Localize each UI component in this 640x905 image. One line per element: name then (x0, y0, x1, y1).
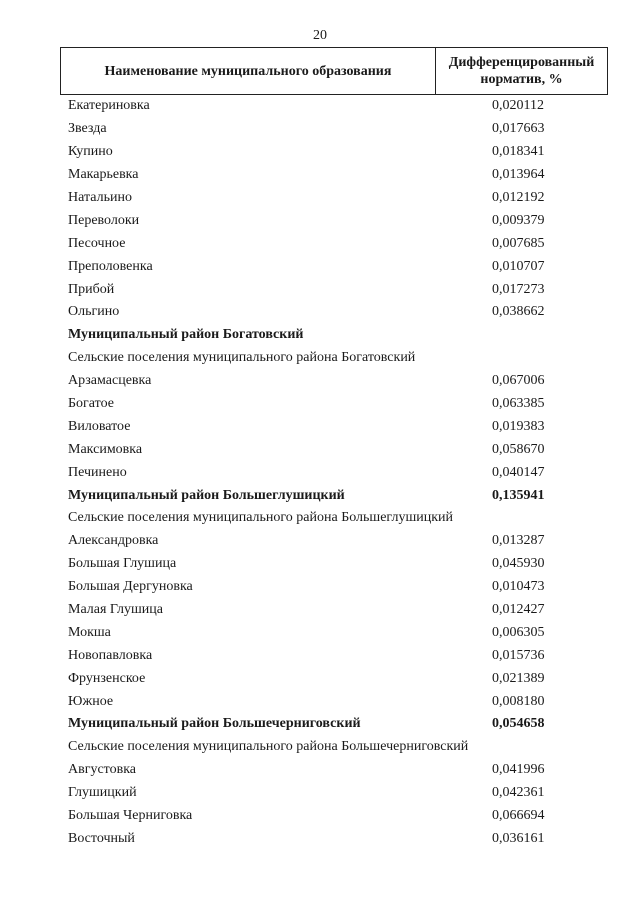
row-name: Новопавловка (68, 647, 153, 663)
row-name: Екатериновка (68, 98, 150, 114)
table-row (60, 232, 608, 255)
row-name: Муниципальный район Большеглушицкий (68, 487, 345, 503)
table-row (60, 209, 608, 232)
row-value: 0,038662 (492, 304, 545, 320)
table-row (60, 164, 608, 187)
row-name: Большая Черниговка (68, 808, 193, 824)
row-name: Купино (68, 144, 113, 160)
district-row (60, 713, 608, 736)
table-row (60, 95, 608, 118)
row-name: Натальино (68, 190, 132, 205)
row-value: 0,066694 (492, 808, 545, 824)
table-row (60, 370, 608, 393)
row-value: 0,040147 (492, 464, 545, 480)
row-value: 0,041996 (492, 762, 545, 778)
row-name: Арзамасцевка (68, 373, 152, 389)
table-row (60, 530, 608, 553)
table-row (60, 278, 608, 301)
table-row (60, 621, 608, 644)
row-name: Звезда (68, 121, 107, 137)
row-value: 0,017273 (492, 281, 545, 297)
row-name: Фрунзенское (68, 670, 146, 686)
row-name: Сельские поселения муниципального района Богатовский (68, 350, 416, 366)
page-number: 20 (313, 28, 327, 43)
row-value: 0,010473 (492, 579, 545, 595)
row-name: Песочное (68, 235, 126, 251)
table-row (60, 255, 608, 278)
table-row (60, 828, 608, 851)
row-name: Александровка (68, 533, 159, 549)
row-name: Виловатое (68, 418, 131, 434)
row-name: Августовка (68, 762, 137, 778)
row-value: 0,045930 (492, 556, 545, 572)
row-value: 0,021389 (492, 670, 545, 686)
row-value: 0,012192 (492, 190, 545, 205)
row-value: 0,042361 (492, 785, 545, 801)
row-name: Большая Дергуновка (68, 579, 193, 595)
row-name: Южное (68, 693, 114, 709)
table-row (60, 644, 608, 667)
table-row (60, 393, 608, 416)
row-name: Мокша (68, 624, 111, 640)
table-body (60, 95, 608, 850)
row-value: 0,006305 (492, 624, 545, 640)
table-row (60, 759, 608, 782)
row-value: 0,018341 (492, 144, 545, 160)
table-row (60, 667, 608, 690)
row-value: 0,015736 (492, 647, 545, 663)
row-value: 0,009379 (492, 212, 545, 228)
row-value: 0,058670 (492, 441, 545, 457)
row-name: Сельские поселения муниципального района Большеглушицкий (68, 510, 453, 526)
row-name: Максимовка (68, 441, 143, 457)
row-name: Печинено (68, 464, 127, 480)
table-header (60, 47, 608, 95)
table-row (60, 415, 608, 438)
subheading-row (60, 736, 608, 759)
row-value: 0,007685 (492, 235, 545, 251)
table-row (60, 461, 608, 484)
row-value: 0,010707 (492, 258, 545, 274)
row-value: 0,135941 (492, 487, 545, 503)
row-value: 0,020112 (492, 98, 544, 114)
row-name: Ольгино (68, 304, 120, 320)
row-value: 0,017663 (492, 121, 545, 137)
row-value: 0,067006 (492, 373, 545, 389)
row-value: 0,019383 (492, 418, 545, 434)
row-value: 0,008180 (492, 693, 545, 709)
row-value: 0,013964 (492, 167, 545, 183)
table-row (60, 438, 608, 461)
row-value: 0,054658 (492, 716, 545, 732)
table-row (60, 576, 608, 599)
row-name: Глушицкий (68, 785, 137, 801)
row-name: Сельские поселения муниципального района Большечерниговский (68, 739, 469, 755)
row-name: Прибой (68, 281, 115, 297)
table-row (60, 187, 608, 210)
table-row (60, 599, 608, 622)
row-name: Восточный (68, 830, 135, 846)
row-name: Большая Глушица (68, 556, 177, 572)
row-name: Переволоки (68, 212, 140, 228)
district-row (60, 324, 608, 347)
district-row (60, 484, 608, 507)
row-name: Преполовенка (68, 258, 153, 274)
subheading-row (60, 507, 608, 530)
row-value: 0,013287 (492, 533, 545, 549)
table-row (60, 141, 608, 164)
row-value: 0,063385 (492, 396, 545, 412)
column-header-name: Наименование муниципального образования (61, 48, 436, 95)
subheading-row (60, 347, 608, 370)
row-value: 0,036161 (492, 830, 545, 846)
row-name: Макарьевка (68, 167, 139, 183)
row-name: Малая Глушица (68, 602, 163, 618)
table-row (60, 805, 608, 828)
row-name: Богатое (68, 396, 114, 412)
row-name: Муниципальный район Большечерниговский (68, 716, 361, 732)
table-row (60, 690, 608, 713)
table-row (60, 301, 608, 324)
table-row (60, 118, 608, 141)
row-value: 0,012427 (492, 602, 545, 618)
row-name: Муниципальный район Богатовский (68, 327, 304, 343)
table-row (60, 782, 608, 805)
column-header-value: Дифференцированный норматив, % (436, 48, 608, 95)
table-row (60, 553, 608, 576)
